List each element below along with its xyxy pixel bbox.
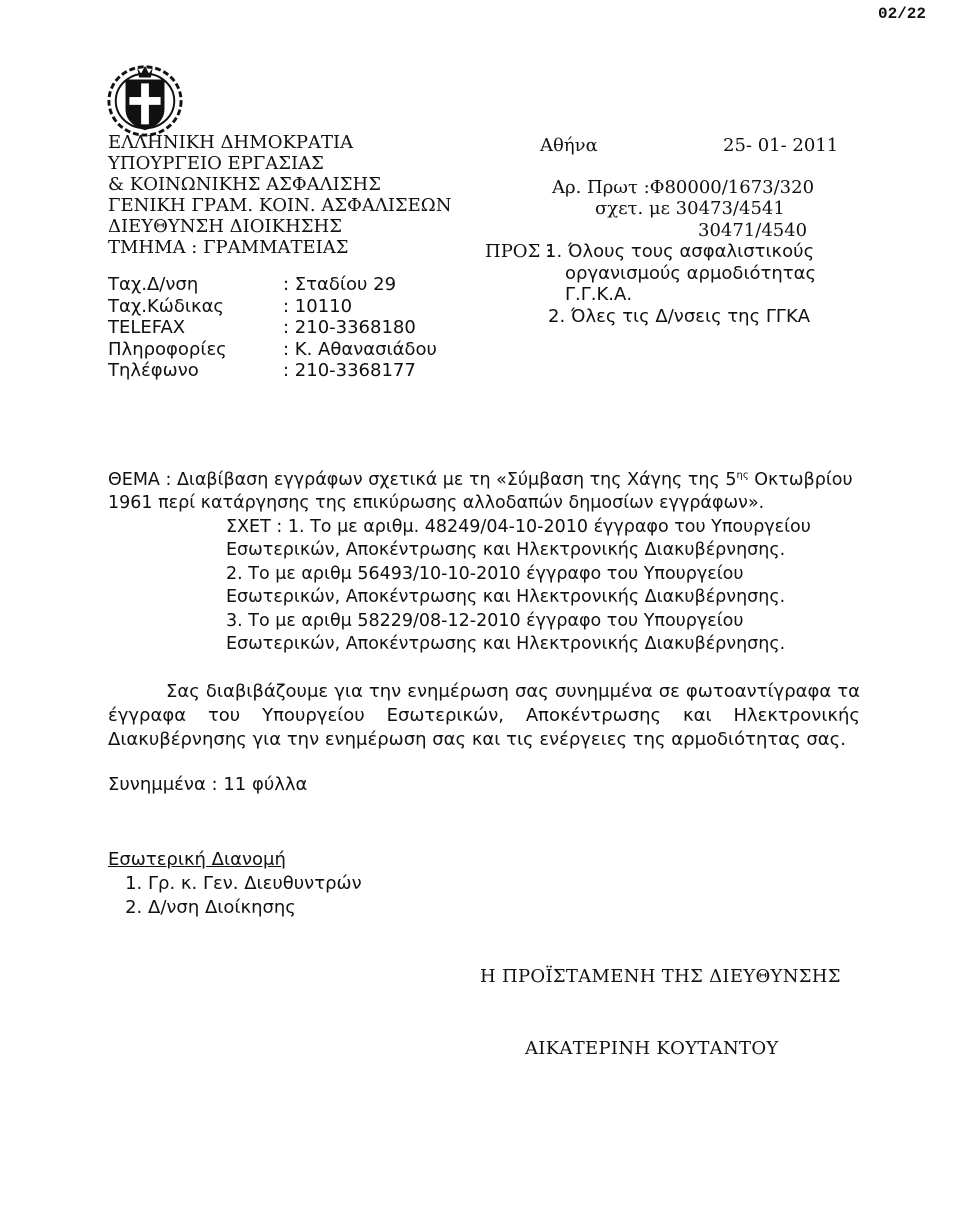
subject-block <box>108 464 860 657</box>
header-line: ΕΛΛΗΝΙΚΗ ΔΗΜΟΚΡΑΤΙΑ <box>108 132 354 153</box>
reference-text: 1. Το με αριθμ. 48249/04-10-2010 έγγραφο του Υπουργείου Εσωτερικών, Αποκέντρωσης και Ηλεκτρονικής Διακυβέρνησης. <box>226 516 811 561</box>
contact-label: Τηλέφωνο <box>108 360 199 381</box>
recipient-1-cont: οργανισμούς αρμοδιότητας <box>565 262 817 284</box>
distribution-title: Εσωτερική Διανομή <box>108 849 286 870</box>
issuer-header <box>108 132 451 258</box>
reference-3: 3. Το με αριθμ 58229/08-12-2010 έγγραφο του Υπουργείου Εσωτερικών, Αποκέντρωσης και Ηλεκτρονικής Διακυβέρνησης. <box>226 610 786 655</box>
header-line: ΤΜΗΜΑ : ΓΡΑΜΜΑΤΕΙΑΣ <box>108 237 349 258</box>
header-line: ΔΙΕΥΘΥΝΣΗ ΔΙΟΙΚΗΣΗΣ <box>108 216 342 237</box>
reference-1 <box>226 516 860 563</box>
header-line: & ΚΟΙΝΩΝΙΚΗΣ ΑΣΦΑΛΙΣΗΣ <box>108 174 381 195</box>
fax-page-number: 02/22 <box>877 5 926 23</box>
contact-row <box>108 317 437 339</box>
attachments-note: Συνημμένα : 11 φύλλα <box>108 774 308 795</box>
contact-value: : 210-3368177 <box>283 360 416 381</box>
greek-coat-of-arms-icon <box>106 60 184 138</box>
recipient-1: 1. Όλους τους ασφαλιστικούς <box>545 241 815 262</box>
subject-label: ΘΕΜΑ : <box>108 469 172 490</box>
distribution-list <box>108 872 362 920</box>
subject-paragraph <box>108 464 860 516</box>
recipient-2: 2. Όλες τις Δ/νσεις της ΓΓΚΑ <box>548 305 811 327</box>
related-number-1: σχετ. με 30473/4541 <box>595 198 785 219</box>
place-date-row <box>540 135 838 157</box>
contact-label: Ταχ.Δ/νση <box>108 274 199 295</box>
contact-block <box>108 274 437 382</box>
recipients-label: ΠΡΟΣ : <box>485 241 553 262</box>
contact-label: Πληροφορίες <box>108 338 227 360</box>
signatory-name: ΑΙΚΑΤΕΡΙΝΗ ΚΟΥΤΑΝΤΟΥ <box>525 1038 779 1059</box>
protocol-number: Αρ. Πρωτ :Φ80000/1673/320 <box>552 176 815 198</box>
subject-text: Διαβίβαση εγγράφων σχετικά με τη «Σύμβαση της Χάγης της 5 <box>176 469 737 490</box>
contact-row <box>108 360 437 382</box>
reference-label: ΣΧΕΤ : <box>226 516 283 537</box>
recipient-1-cont: Γ.Γ.Κ.Α. <box>565 284 633 305</box>
header-line: ΓΕΝΙΚΗ ΓΡΑΜ. ΚΟΙΝ. ΑΣΦΑΛΙΣΕΩΝ <box>108 195 452 216</box>
related-number-2: 30471/4540 <box>698 219 808 241</box>
list-item: 1. Γρ. κ. Γεν. Διευθυντρών <box>148 872 362 896</box>
internal-distribution <box>108 848 362 920</box>
contact-row <box>108 274 437 296</box>
recipients <box>485 241 838 263</box>
contact-value: : Σταδίου 29 <box>283 274 397 295</box>
body-paragraph <box>108 680 860 752</box>
contact-row <box>108 339 437 361</box>
contact-value: : 210-3368180 <box>283 317 416 338</box>
document-meta <box>485 135 839 327</box>
place: Αθήνα <box>540 135 598 156</box>
reference-2: 2. Το με αριθμ 56493/10-10-2010 έγγραφο του Υπουργείου Εσωτερικών, Αποκέντρωσης και Ηλεκτρονικής Διακυβέρνησης. <box>226 563 786 608</box>
date: 25- 01- 2011 <box>723 135 839 156</box>
contact-label: TELEFAX <box>108 317 186 338</box>
body-text: Σας διαβιβάζουμε για την ενημέρωση σας συνημμένα σε φωτοαντίγραφα τα έγγραφα του Υπουργείου Εσωτερικών, Αποκέντρωσης και Ηλεκτρονικής Διακυβέρνησης για την ενημέρωση σας και τις ενέργειες της αρμοδιότητας σας. <box>108 681 860 750</box>
signatory-role: Η ΠΡΟΪΣΤΑΜΕΝΗ ΤΗΣ ΔΙΕΥΘΥΝΣΗΣ <box>480 966 841 987</box>
contact-label: Ταχ.Κώδικας <box>108 295 224 317</box>
contact-value: : 10110 <box>283 295 353 317</box>
list-item: 2. Δ/νση Διοίκησης <box>148 896 362 920</box>
contact-row <box>108 296 437 318</box>
contact-value: : Κ. Αθανασιάδου <box>283 338 437 360</box>
subject-text: Οκτωβρίου 1961 περί κατάργησης της επικύρωσης αλλοδαπών δημοσίων εγγράφων». <box>108 469 853 514</box>
subject-superscript: ης <box>736 470 749 481</box>
header-line: ΥΠΟΥΡΓΕΙΟ ΕΡΓΑΣΙΑΣ <box>108 153 324 174</box>
